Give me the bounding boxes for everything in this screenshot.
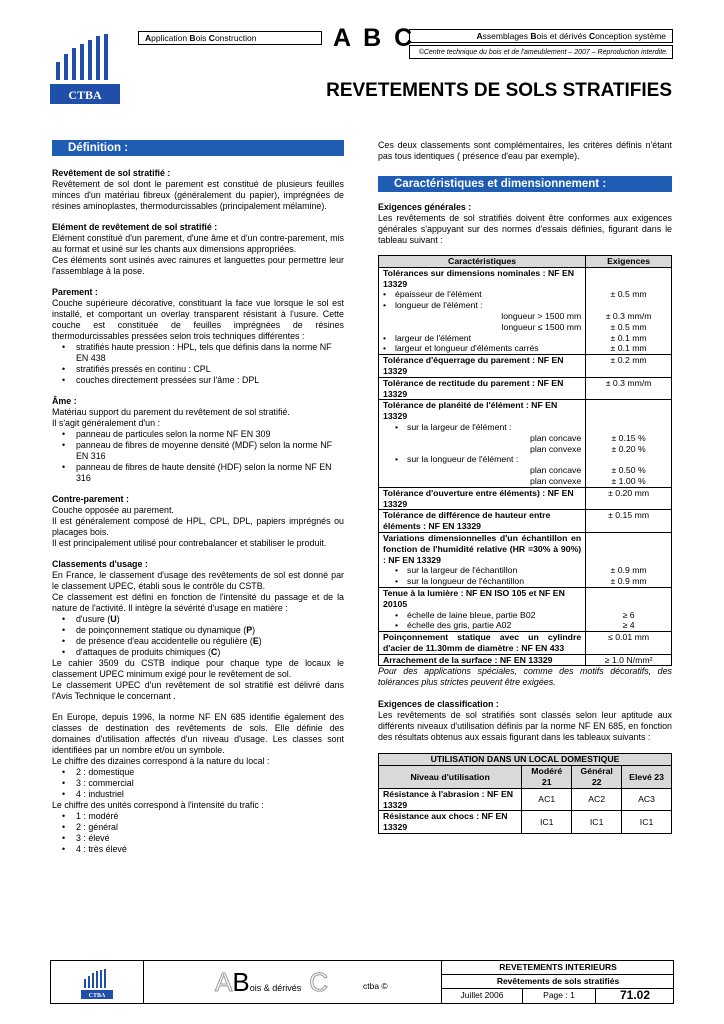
list-item: • de présence d'eau accidentelle ou régulière (E): [76, 636, 344, 647]
table-row: • sur la longueur de l'élément :: [379, 454, 672, 465]
abc-title: A B C: [333, 24, 416, 52]
footer-r2: Revêtements de sols stratifiés: [442, 975, 674, 989]
table-caption: UTILISATION DANS UN LOCAL DOMESTIQUE: [379, 754, 672, 766]
classification-table: [378, 753, 672, 834]
svg-text:CTBA: CTBA: [88, 993, 106, 999]
list-item: • 4 : industriel: [76, 789, 344, 800]
ec-text: Les revêtements de sol stratifiés sont classés selon leur aptitude aux différents niveaux d'utilisation définis par la norme NF EN 685, en fonction des résultats obtenus aux essais figurant dans les tableaux suivants :: [378, 710, 672, 743]
col-header: Général 22: [572, 766, 622, 789]
col-header: Caractéristiques: [379, 256, 586, 268]
left-column: [52, 168, 344, 855]
table-row: Tolérance de différence de hauteur entre éléments : NF EN 13329 ± 0.15 mm: [379, 510, 672, 533]
app-box: Application Bois Construction: [138, 31, 322, 45]
list-item: • stratifiés haute pression : HPL, tels que définis dans la norme NF EN 438: [76, 342, 344, 364]
rs-heading: Revêtement de sol stratifié :: [52, 168, 171, 178]
table-row: • épaisseur de l'élément ± 0.5 mm: [379, 289, 672, 300]
table-row: • largeur de l'élément ± 0.1 mm: [379, 333, 672, 344]
eg-heading: Exigences générales :: [378, 202, 472, 212]
el-text2: Ces éléments sont usinés avec rainures et languettes pour permettre leur l'assemblage à la pose.: [52, 255, 344, 276]
table-row: plan concave ± 0.15 %: [379, 433, 672, 444]
cu-text1: En France, le classement d'usage des revêtements de sol est donné par le classement UPEC, établi sous le contrôle du CSTB.: [52, 570, 344, 591]
table-row: longueur > 1500 mm ± 0.3 mm/m: [379, 311, 672, 322]
ec-heading: Exigences de classification :: [378, 699, 499, 710]
eu-list2: [52, 811, 344, 855]
cu-heading: Classements d'usage :: [52, 559, 148, 569]
eu-list1: [52, 767, 344, 800]
table-row: • longueur de l'élément :: [379, 300, 672, 311]
right-box: Assemblages Bois et dérivés Conception système: [409, 29, 673, 43]
definition-section-title: Définition :: [52, 140, 344, 156]
cp-text1: Couche opposée au parement.: [52, 505, 174, 515]
cu-text2: Ce classement est défini en fonction de l'intensité du passage et de la nature de l'activité. Il intègre la sévérité d'usage en matière :: [52, 592, 344, 613]
col-header: Elevé 23: [622, 766, 672, 789]
cp-text2: Il est généralement composé de HPL, CPL, DPL, papiers imprégnés ou placages bois.: [52, 516, 344, 537]
cu-text4: Le classement UPEC d'un revêtement de sol stratifié est délivré dans l'Avis Technique le concernant .: [52, 680, 344, 701]
table-row: • échelle des gris, partie A02 ≥ 4: [379, 620, 672, 631]
cu-text3: Le cahier 3509 du CSTB indique pour chaque type de locaux le classement UPEC minimum exigé pour le revêtement de sol.: [52, 658, 344, 679]
table-row: Résistance à l'abrasion : NF EN 13329 AC1 AC2 AC3: [379, 788, 672, 811]
table-row: • largeur et longueur d'éléments carrés ± 0.1 mm: [379, 343, 672, 354]
eg-text: Les revêtements de sol stratifiés doivent être conformes aux exigences générales s'appuyant sur des normes d'essais définies, figurant dans le tableau suivant :: [378, 213, 672, 245]
table-row: Tolérance d'équerrage du parement : NF EN 13329 ± 0.2 mm: [379, 355, 672, 378]
table-row: Poinçonnement statique avec un cylindre d'acier de 11.30mm de diamètre : NF EN 433 ≤ 0.01 mm: [379, 632, 672, 655]
cu-list: [52, 614, 344, 658]
eu-text1: En Europe, depuis 1996, la norme NF EN 685 identifie également des classes de destination des revêtements de sols. Elle définie des domaines d'utilisation affectés d'un niveau d'usage. Les classes sont identifiées par un nombre et/ou un symbole.: [52, 712, 344, 755]
footer-date: Juillet 2006: [442, 989, 523, 1003]
rs-text: Revêtement de sol dont le parement est constitué de plusieurs feuilles minces d'un matériau fibreux (généralement du papier), imprégnées de résines aminoplastes, thermodurcissables (principalement mélamine).: [52, 179, 344, 211]
cp-text3: Il est principalement utilisé pour contrebalancer et stabiliser le produit.: [52, 538, 327, 548]
table-row: plan convexe ± 0.20 %: [379, 444, 672, 455]
page-title: REVETEMENTS DE SOLS STRATIFIES: [326, 80, 672, 101]
list-item: • 3 : élevé: [76, 833, 344, 844]
table-header-row: [379, 256, 672, 268]
list-item: • 4 : très élevé: [76, 844, 344, 855]
table-row: • échelle de laine bleue, partie B02 ≥ 6: [379, 610, 672, 621]
table-row: • sur la longueur de l'échantillon ± 0.9 mm: [379, 576, 672, 587]
list-item: • 2 : domestique: [76, 767, 344, 778]
table-row: plan convexe ± 1.00 %: [379, 476, 672, 487]
table-row: Variations dimensionnelles d'un échantillon en fonction de l'humidité relative (HR =30% à 90%) : NF EN 13329: [379, 532, 672, 565]
col-header: Modéré 21: [522, 766, 572, 789]
table-row: • sur la largeur de l'échantillon ± 0.9 mm: [379, 565, 672, 576]
table-row: longueur ≤ 1500 mm ± 0.5 mm: [379, 322, 672, 333]
el-text1: Elément constitué d'un parement, d'une âme et d'un contre-parement, mis au format et usiné sur les chants aux dimensions appropriées.: [52, 233, 344, 254]
list-item: • panneau de particules selon la norme NF EN 309: [76, 429, 344, 440]
list-item: • 1 : modéré: [76, 811, 344, 822]
table-row: plan concave ± 0.50 %: [379, 465, 672, 476]
list-item: • 3 : commercial: [76, 778, 344, 789]
el-heading: Elément de revêtement de sol stratifié :: [52, 222, 218, 232]
footer-page: Page : 1: [523, 989, 596, 1003]
par-text: Couche supérieure décorative, constituant la face vue lorsque le sol est installé, et comportant un overlay transparent résistant à l'usure. Cette couche est constituée de feuilles imprégnées de résines thermodurcissables pressées selon trois techniques différentes :: [52, 298, 344, 341]
table-note: Pour des applications spéciales, comme des motifs décoratifs, des tolérances plus strictes peuvent être exigées.: [378, 666, 672, 688]
table-caption-row: [379, 754, 672, 766]
ctba-logo: [50, 32, 120, 107]
list-item: • panneau de fibres de moyenne densité (MDF) selon la norme NF EN 316: [76, 440, 344, 462]
footer-logo: [81, 967, 113, 999]
ame-heading: Âme :: [52, 396, 77, 406]
col-header: Niveau d'utilisation: [379, 766, 522, 789]
eu-text2: Le chiffre des dizaines correspond à la nature du local :: [52, 756, 270, 766]
par-heading: Parement :: [52, 287, 98, 297]
list-item: • de poinçonnement statique ou dynamique (P): [76, 625, 344, 636]
footer-r1: REVETEMENTS INTERIEURS: [442, 962, 674, 975]
footer-abc: ABois & dérivés C: [215, 967, 328, 997]
cp-heading: Contre-parement :: [52, 494, 129, 504]
logo-text: CTBA: [68, 88, 102, 102]
footer: [50, 960, 674, 1004]
table-row: Tolérance de rectitude du parement : NF EN 13329 ± 0.3 mm/m: [379, 377, 672, 400]
list-item: • couches directement pressées sur l'âme : DPL: [76, 375, 344, 386]
right-column: [378, 202, 672, 834]
table-row: Résistance aux chocs : NF EN 13329 IC1 IC1 IC1: [379, 811, 672, 834]
caracteristiques-section-title: Caractéristiques et dimensionnement :: [378, 176, 672, 192]
list-item: • stratifiés pressés en continu : CPL: [76, 364, 344, 375]
table-header-row: [379, 766, 672, 789]
right-intro: Ces deux classements sont complémentaires, les critères définis n'étant pas tous identiques ( présence d'eau par exemple).: [378, 140, 672, 161]
eu-text3: Le chiffre des unités correspond à l'intensité du trafic :: [52, 800, 264, 810]
table-row: Tolérance de planéité de l'élément : NF EN 13329: [379, 400, 672, 422]
list-item: • d'usure (U): [76, 614, 344, 625]
list-item: • panneau de fibres de haute densité (HDF) selon la norme NF EN 316: [76, 462, 344, 484]
list-item: • d'attaques de produits chimiques (C): [76, 647, 344, 658]
copyright: ©Centre technique du bois et de l'ameublement – 2007 – Reproduction interdite.: [409, 45, 673, 59]
ame-list: [52, 429, 344, 484]
table-row: Tenue à la lumière : NF EN ISO 105 et NF EN 20105: [379, 587, 672, 609]
requirements-table: [378, 255, 672, 666]
ame-text: Matériau support du parement du revêtement de sol stratifié.: [52, 407, 290, 417]
footer-code: 71.02: [619, 988, 651, 1002]
footer-ctba: ctba ©: [363, 981, 388, 991]
col-header: Exigences: [586, 256, 672, 268]
table-row: Arrachement de la surface : NF EN 13329 ≥ 1.0 N/mm²: [379, 654, 672, 666]
table-row: Tolérances sur dimensions nominales : NF EN 13329: [379, 267, 672, 289]
list-item: • 2 : général: [76, 822, 344, 833]
ame-text2: Il s'agit généralement d'un :: [52, 418, 160, 428]
table-row: Tolérance d'ouverture entre éléments) : NF EN 13329 ± 0.20 mm: [379, 487, 672, 510]
par-list: [52, 342, 344, 386]
table-row: • sur la largeur de l'élément :: [379, 422, 672, 433]
